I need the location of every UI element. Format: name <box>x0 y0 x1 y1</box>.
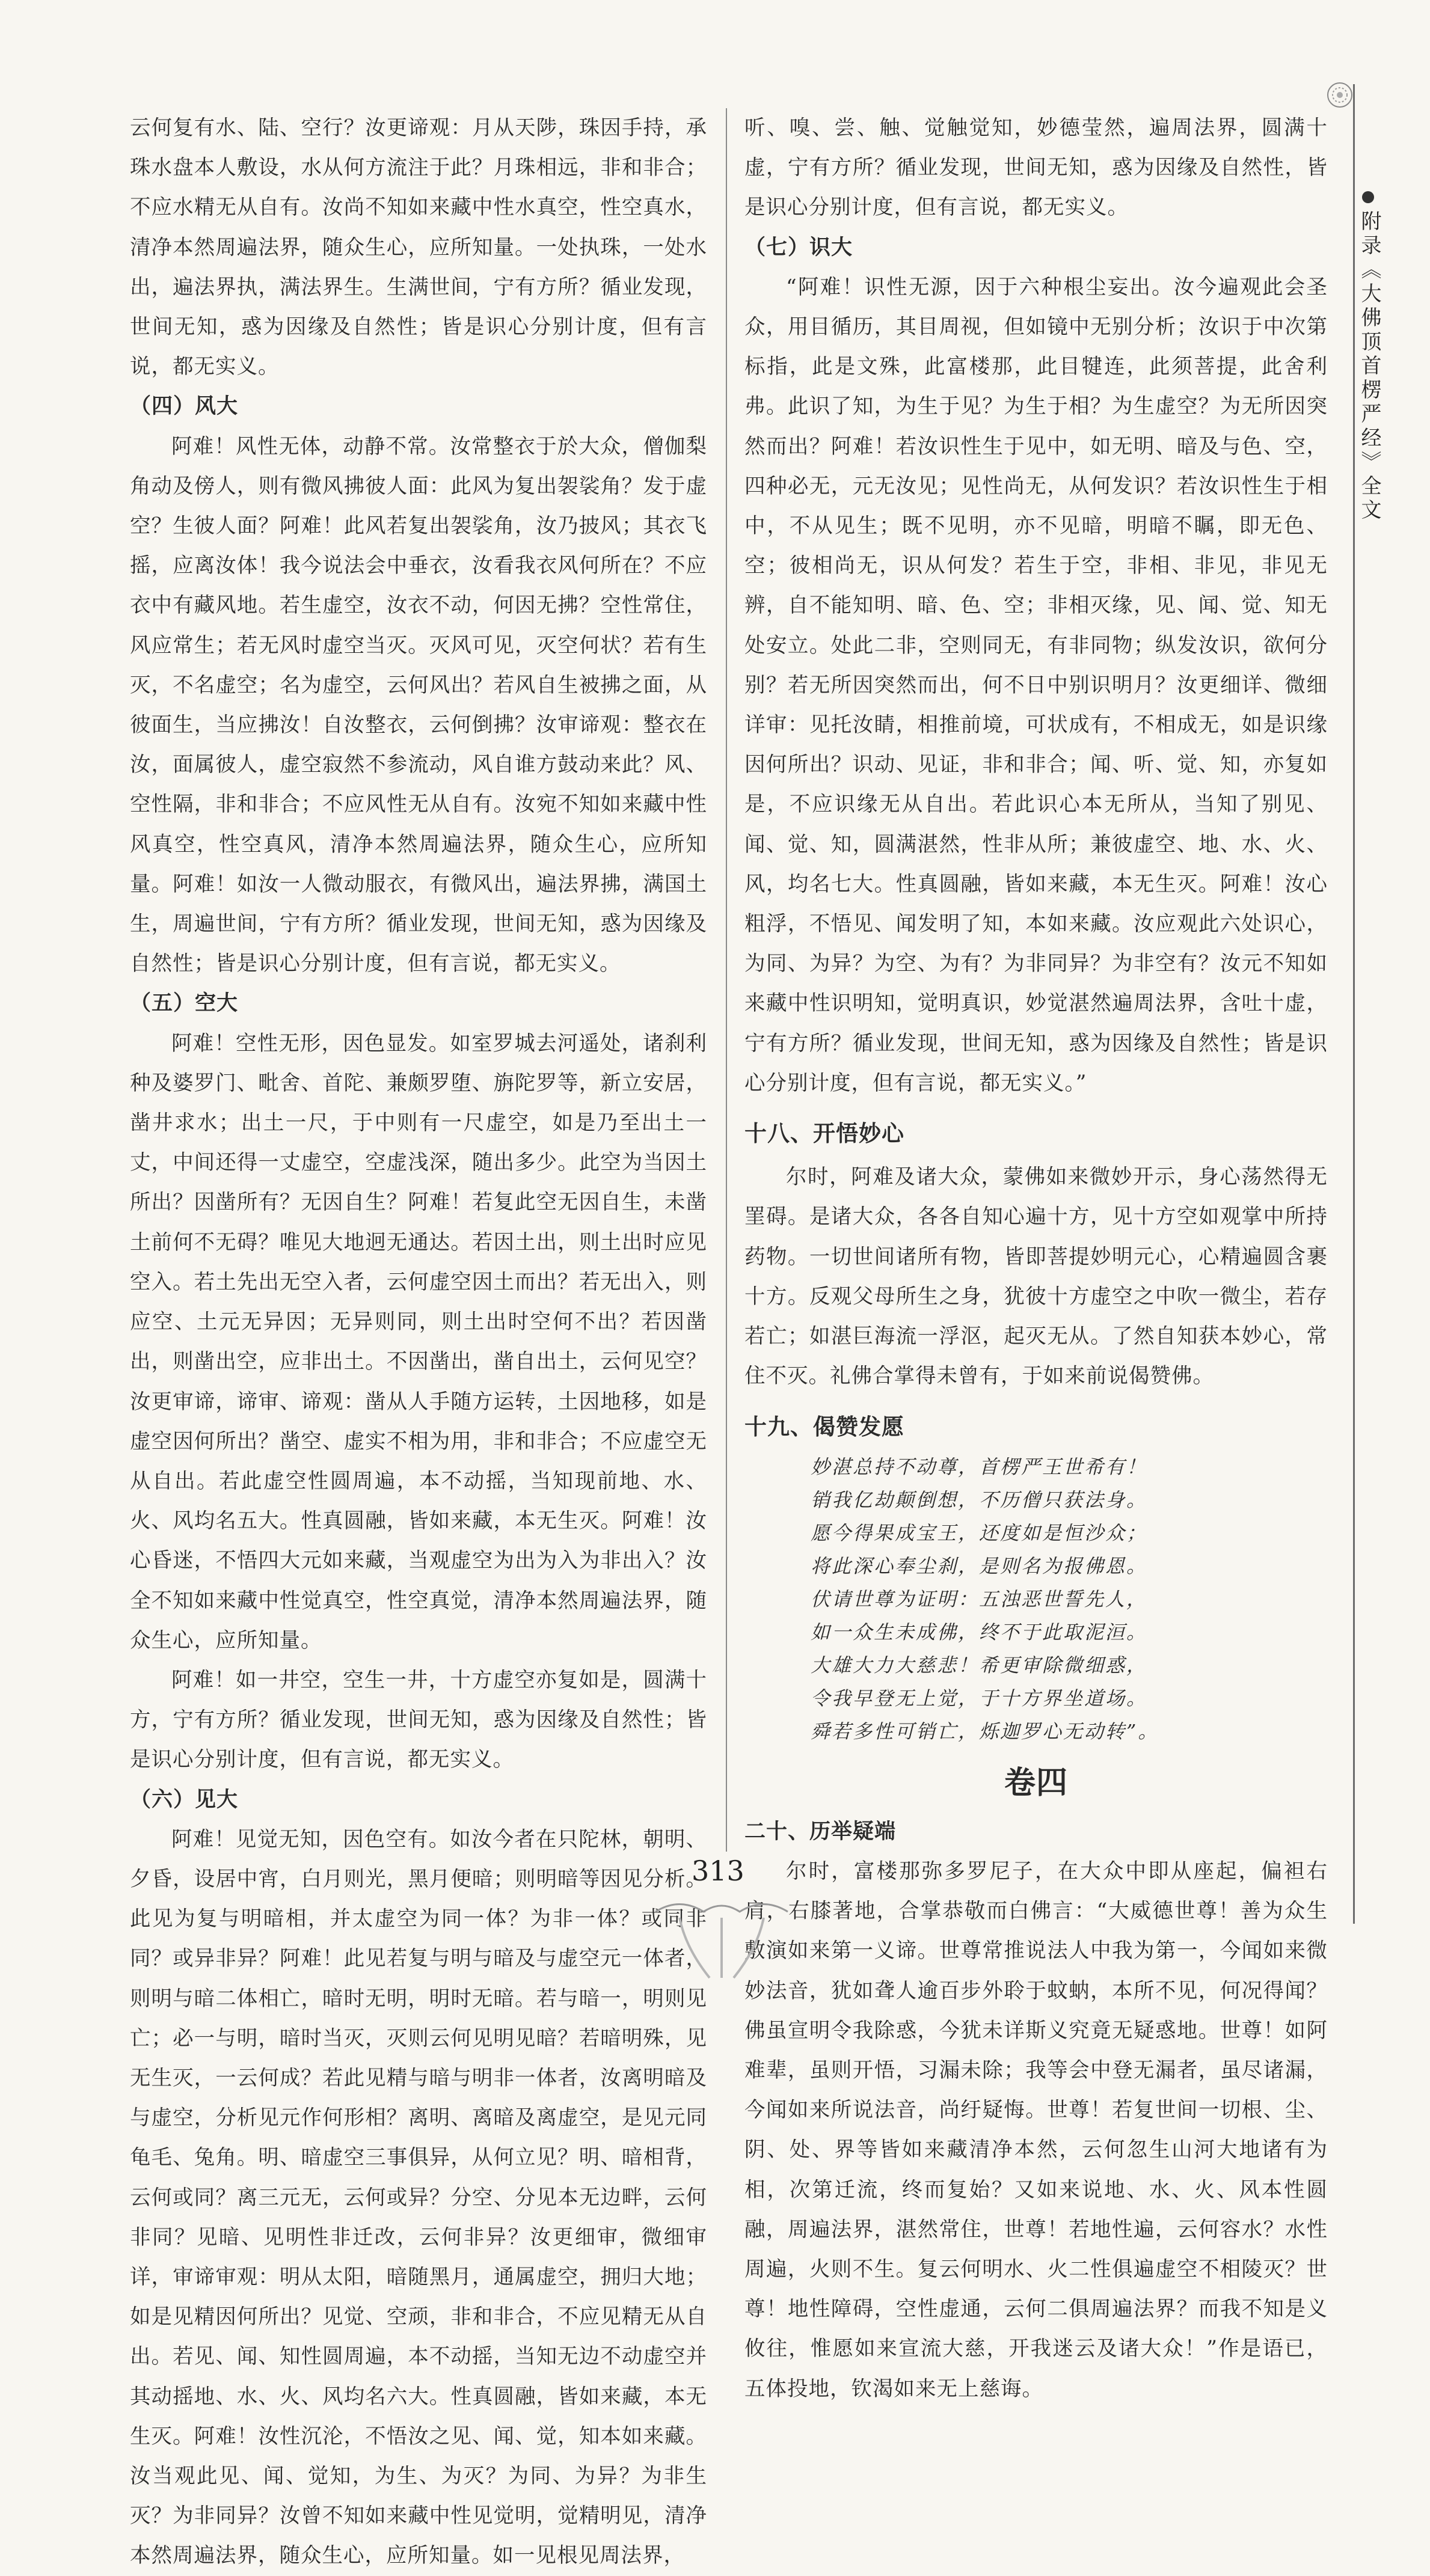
paragraph: 阿难！风性无体，动静不常。汝常整衣于於大众，僧伽梨角动及傍人，则有微风拂彼人面：此风为复出袈裟角？发于虚空？生彼人面？阿难！此风若复出袈裟角，汝乃披风；其衣飞摇，应离汝体！我今说法会中垂衣，汝看我衣风何所在？不应衣中有藏风地。若生虚空，汝衣不动，何因无拂？空性常住，风应常生；若无风时虚空当灭。灭风可见，灭空何状？若有生灭，不名虚空；名为虚空，云何风出？若风自生被拂之面，从彼面生，当应拂汝！自汝整衣，云何倒拂？汝审谛观：整衣在汝，面属彼人，虚空寂然不参流动，风自谁方鼓动来此？风、空性隔，非和非合；不应风性无从自有。汝宛不知如来藏中性风真空，性空真风，清净本然周遍法界，随众生心，应所知量。阿难！如汝一人微动服衣，有微风出，遍法界拂，满国土生，周遍世间，宁有方所？循业发现，世间无知，惑为因缘及自然性；皆是识心分别计度，但有言说，都无实义。 <box>130 434 707 976</box>
verse-block <box>811 1451 1328 1748</box>
verse-line: 伏请世尊为证明：五浊恶世誓先人， <box>811 1587 1148 1611</box>
paragraph: “阿难！识性无源，因于六种根尘妄出。汝今遍观此会圣众，用目循历，其目周视，但如镜中无别分析；汝识于中次第标指，此是文殊，此富楼那，此目犍连，此须菩提，此舍利弗。此识了知，为生于见？为生于相？为生虚空？为无所因突然而出？阿难！若汝识性生于见中，如无明、暗及与色、空，四种必无，元无汝见；见性尚无，从何发识？若汝识性生于相中，不从见生；既不见明，亦不见暗，明暗不瞩，即无色、空；彼相尚无，识从何发？若生于空，非相、非见，非见无辨，自不能知明、暗、色、空；非相灭缘，见、闻、觉、知无处安立。处此二非，空则同无，有非同物；纵发汝识，欲何分别？若无所因突然而出，何不日中别识明月？汝更细详、微细详审：见托汝睛，相推前境，可状成有，不相成无，如是识缘因何所出？识动、见证，非和非合；闻、听、觉、知，亦复如是，不应识缘无从自出。若此识心本无所从，当知了别见、闻、觉、知，圆满湛然，性非从所；兼彼虚空、地、水、火、风，均名七大。性真圆融，皆如来藏，本无生灭。阿难！汝心粗浮，不悟见、闻发明了知，本如来藏。汝应观此六处识心，为同、为异？为空、为有？为非同异？为非空有？汝元不知如来藏中性识明知，觉明真识，妙觉湛然遍周法界，含吐十虚，宁有方所？循业发现，世间无知，惑为因缘及自然性；皆是识心分别计度，但有言说，都无实义。” <box>744 275 1328 1095</box>
cloud-ornament-icon <box>643 1894 800 1984</box>
paragraph: 听、嗅、尝、触、觉触觉知，妙德莹然，遍周法界，圆满十虚，宁有方所？循业发现，世间无知，惑为因缘及自然性，皆是识心分别计度，但有言说，都无实义。 <box>744 116 1328 220</box>
volume-title: 卷四 <box>1004 1764 1068 1801</box>
section-heading: （五）空大 <box>130 991 239 1016</box>
section-heading: （七）识大 <box>744 235 853 260</box>
verse-line: 大雄大力大慈悲！希更审除微细惑， <box>811 1653 1148 1677</box>
verse-line: 令我早登无上觉，于十方界坐道场。 <box>811 1686 1148 1710</box>
column-divider <box>726 108 727 1852</box>
paragraph: 尔时，阿难及诸大众，蒙佛如来微妙开示，身心荡然得无罣碍。是诸大众，各各自知心遍十方，见十方空如观掌中所持药物。一切世间诸所有物，皆即菩提妙明元心，心精遍圆含裹十方。反观父母所生之身，犹彼十方虚空之中吹一微尘，若存若亡；如湛巨海流一浮沤，起灭无从。了然自知获本妙心，常住不灭。礼佛合掌得未曾有，于如来前说偈赞佛。 <box>744 1165 1328 1389</box>
chapter-heading: 十八、开悟妙心 <box>744 1121 904 1147</box>
section-heading: （六）见大 <box>130 1787 239 1812</box>
side-bullet-icon <box>1362 191 1374 203</box>
paragraph: 云何复有水、陆、空行？汝更谛观：月从天陟，珠因手持，承珠水盘本人敷设，水从何方流注于此？月珠相远，非和非合；不应水精无从自有。汝尚不知如来藏中性水真空，性空真水，清净本然周遍法界，随众生心，应所知量。一处执珠，一处水出，遍法界执，满法界生。生满世间，宁有方所？循业发现，世间无知，惑为因缘及自然性；皆是识心分别计度，但有言说，都无实义。 <box>130 116 707 379</box>
paragraph: 阿难！见觉无知，因色空有。如汝今者在只陀林，朝明、夕昏，设居中宵，白月则光，黑月便暗；则明暗等因见分析。此见为复与明暗相，并太虚空为同一体？为非一体？或同非同？或异非异？阿难！此见若复与明与暗及与虚空元一体者，则明与暗二体相亡，暗时无明，明时无暗。若与暗一，明则见亡；必一与明，暗时当灭，灭则云何见明见暗？若暗明殊，见无生灭，一云何成？若此见精与暗与明非一体者，汝离明暗及与虚空，分析见元作何形相？离明、离暗及离虚空，是见元同龟毛、兔角。明、暗虚空三事俱异，从何立见？明、暗相背，云何或同？离三元无，云何或异？分空、分见本无边畔，云何非同？见暗、见明性非迁改，云何非异？汝更细审，微细审详，审谛审观：明从太阳，暗随黑月，通属虚空，拥归大地；如是见精因何所出？见觉、空顽，非和非合，不应见精无从自出。若见、闻、知性圆周遍，本不动摇，当知无边不动虚空并其动摇地、水、火、风均名六大。性真圆融，皆如来藏，本无生灭。阿难！汝性沉沦，不悟汝之见、闻、觉，知本如来藏。汝当观此见、闻、觉知，为生、为灭？为同、为异？为非生灭？为非同异？汝曾不知如来藏中性见觉明，觉精明见，清净本然周遍法界，随众生心，应所知量。如一见根见周法界， <box>130 1827 707 2568</box>
paragraph: 阿难！空性无形，因色显发。如室罗城去河遥处，诸刹利种及婆罗门、毗舍、首陀、兼颇罗堕、旃陀罗等，新立安居，凿井求水；出土一尺，于中则有一尺虚空，如是乃至出土一丈，中间还得一丈虚空，空虚浅深，随出多少。此空为当因土所出？因凿所有？无因自生？阿难！若复此空无因自生，未凿土前何不无碍？唯见大地迥无通达。若因土出，则土出时应见空入。若土先出无空入者，云何虚空因土而出？若无出入，则应空、土元无异因；无异则同，则土出时空何不出？若因凿出，则凿出空，应非出土。不因凿出，凿自出土，云何见空？汝更审谛，谛审、谛观：凿从人手随方运转，土因地移，如是虚空因何所出？凿空、虚实不相为用，非和非合；不应虚空无从自出。若此虚空性圆周遍，本不动摇，当知现前地、水、火、风均名五大。性真圆融，皆如来藏，本无生灭。阿难！汝心昏迷，不悟四大元如来藏，当观虚空为出为入为非出入？汝全不知如来藏中性觉真空，性空真觉，清净本然周遍法界，随众生心，应所知量。 <box>130 1031 707 1653</box>
chapter-heading: 十九、偈赞发愿 <box>744 1413 904 1440</box>
verse-line: 将此深心奉尘刹，是则名为报佛恩。 <box>811 1554 1148 1577</box>
side-label: 附录《大佛顶首楞严经》全文 <box>1357 210 1381 523</box>
verse-line: 舜若多性可销亡，烁迦罗心无动转”。 <box>811 1719 1159 1743</box>
verse-line: 如一众生未成佛，终不于此取泥洹。 <box>811 1620 1148 1644</box>
page-number: 313 <box>692 1855 744 1887</box>
corner-ornament-icon <box>1323 78 1357 112</box>
paragraph: 阿难！如一井空，空生一井，十方虚空亦复如是，圆满十方，宁有方所？循业发现，世间无知，惑为因缘及自然性；皆是识心分别计度，但有言说，都无实义。 <box>130 1668 707 1772</box>
verse-line: 愿今得果成宝王，还度如是恒沙众； <box>811 1521 1148 1544</box>
verse-line: 妙湛总持不动尊，首楞严王世希有！ <box>811 1455 1148 1478</box>
verse-line: 销我亿劫颠倒想，不历僧只获法身。 <box>811 1488 1148 1511</box>
chapter-heading: 二十、历举疑端 <box>744 1819 897 1844</box>
section-heading: （四）风大 <box>130 394 239 419</box>
left-column <box>130 108 707 2576</box>
right-column <box>744 108 1328 2409</box>
paragraph: 尔时，富楼那弥多罗尼子，在大众中即从座起，偏袒右肩，右膝著地，合掌恭敬而白佛言：“大威德世尊！善为众生敷演如来第一义谛。世尊常推说法人中我为第一，今闻如来微妙法音，犹如聋人逾百步外聆于蚊蚋，本所不见，何况得闻？佛虽宣明令我除惑，今犹未详斯义究竟无疑惑地。世尊！如阿难辈，虽则开悟，习漏未除；我等会中登无漏者，虽尽诸漏，今闻如来所说法音，尚纡疑悔。世尊！若复世间一切根、尘、阴、处、界等皆如来藏清净本然，云何忽生山河大地诸有为相，次第迁流，终而复始？又如来说地、水、火、风本性圆融，周遍法界，湛然常住，世尊！若地性遍，云何容水？水性周遍，火则不生。复云何明水、火二性俱遍虚空不相陵灭？世尊！地性障碍，空性虚通，云何二俱周遍法界？而我不知是义攸往，惟愿如来宣流大慈，开我迷云及诸大众！”作是语已，五体投地，钦渴如来无上慈诲。 <box>744 1859 1328 2401</box>
